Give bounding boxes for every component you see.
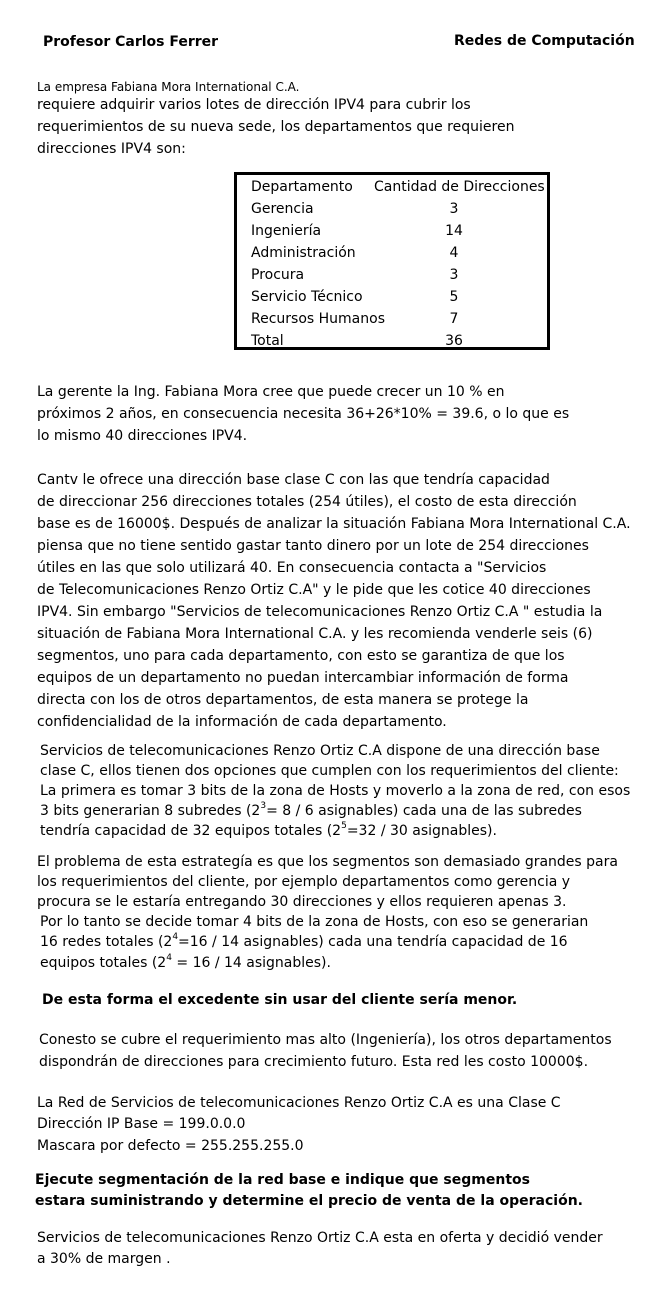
paragraph-line: Conesto se cubre el requerimiento mas alto (Ingeniería), los otros departamentos bbox=[39, 1032, 612, 1048]
table-cell-count: 5 bbox=[449, 289, 459, 305]
table-cell-count: 7 bbox=[449, 311, 459, 327]
exponent: 4 bbox=[172, 932, 179, 943]
paragraph-line: piensa que no tiene sentido gastar tanto dinero por un lote de 254 direcciones bbox=[37, 538, 589, 554]
paragraph-line: El problema de esta estrategía es que los segmentos son demasiado grandes para bbox=[37, 854, 618, 870]
table-row bbox=[237, 311, 547, 333]
paragraph-line bbox=[40, 803, 582, 819]
table-cell-count: 3 bbox=[449, 267, 459, 283]
department-table bbox=[234, 172, 550, 350]
intro-line: direcciones IPV4 son: bbox=[37, 141, 186, 157]
table-cell-count: 4 bbox=[449, 245, 459, 261]
table-row bbox=[237, 267, 547, 289]
paragraph-line: útiles en las que solo utilizará 40. En consecuencia contacta a "Servicios bbox=[37, 560, 547, 576]
paragraph-line: clase C, ellos tienen dos opciones que cumplen con los requerimientos del cliente: bbox=[40, 763, 619, 779]
text-segment: equipos totales (2 bbox=[40, 955, 167, 971]
paragraph-line: situación de Fabiana Mora International C.A. y les recomienda venderle seis (6) bbox=[37, 626, 593, 642]
table-cell-department: Total bbox=[251, 333, 284, 349]
paragraph-line bbox=[40, 934, 568, 950]
paragraph-line: de Telecomunicaciones Renzo Ortiz C.A" y le pide que les cotice 40 direcciones bbox=[37, 582, 591, 598]
conclusion-statement: De esta forma el excedente sin usar del cliente sería menor. bbox=[42, 992, 518, 1008]
table-row bbox=[237, 223, 547, 245]
network-class-line: La Red de Servicios de telecomunicaciones Renzo Ortiz C.A es una Clase C bbox=[37, 1095, 561, 1111]
paragraph-line: dispondrán de direcciones para crecimiento futuro. Esta red les costo 10000$. bbox=[39, 1054, 589, 1070]
default-mask-line: Mascara por defecto = 255.255.255.0 bbox=[37, 1138, 304, 1154]
text-segment: =32 / 30 asignables). bbox=[346, 823, 497, 839]
paragraph-line: a 30% de margen . bbox=[37, 1251, 171, 1267]
table-header-department: Departamento bbox=[251, 179, 353, 195]
paragraph-line: IPV4. Sin embargo "Servicios de telecomunicaciones Renzo Ortiz C.A " estudia la bbox=[37, 604, 603, 620]
paragraph-line: los requerimientos del cliente, por ejemplo departamentos como gerencia y bbox=[37, 874, 571, 890]
paragraph-line: próximos 2 años, en consecuencia necesita 36+26*10% = 39.6, o lo que es bbox=[37, 406, 570, 422]
text-segment: = 8 / 6 asignables) cada una de las subredes bbox=[266, 803, 582, 819]
table-header-count: Cantidad de Direcciones bbox=[374, 179, 545, 195]
table-cell-department: Ingeniería bbox=[251, 223, 322, 239]
text-segment: 16 redes totales (2 bbox=[40, 934, 173, 950]
course-name: Redes de Computación bbox=[454, 33, 635, 49]
table-cell-count: 36 bbox=[445, 333, 463, 349]
paragraph-line: segmentos, uno para cada departamento, con esto se garantiza de que los bbox=[37, 648, 565, 664]
table-total-row bbox=[237, 333, 547, 355]
paragraph-line: directa con los de otros departamentos, de esta manera se protege la bbox=[37, 692, 529, 708]
task-line: Ejecute segmentación de la red base e indique que segmentos bbox=[35, 1172, 530, 1188]
exponent: 3 bbox=[260, 801, 267, 812]
text-segment: =16 / 14 asignables) cada una tendría capacidad de 16 bbox=[178, 934, 568, 950]
professor-name: Profesor Carlos Ferrer bbox=[43, 34, 219, 50]
table-row bbox=[237, 289, 547, 311]
paragraph-line: base es de 16000$. Después de analizar la situación Fabiana Mora International C.A. bbox=[37, 516, 631, 532]
paragraph-line bbox=[40, 955, 331, 971]
table-cell-count: 3 bbox=[449, 201, 459, 217]
paragraph-line: equipos de un departamento no puedan intercambiar información de forma bbox=[37, 670, 569, 686]
table-row bbox=[237, 201, 547, 223]
paragraph-line: lo mismo 40 direcciones IPV4. bbox=[37, 428, 248, 444]
table-header-row bbox=[237, 179, 547, 201]
company-line: La empresa Fabiana Mora International C.A. bbox=[37, 80, 300, 94]
text-segment: = 16 / 14 asignables). bbox=[171, 955, 331, 971]
paragraph-line: Cantv le ofrece una dirección base clase C con las que tendría capacidad bbox=[37, 472, 550, 488]
exponent: 5 bbox=[341, 821, 347, 832]
text-segment: tendría capacidad de 32 equipos totales (2 bbox=[40, 823, 342, 839]
table-cell-department: Recursos Humanos bbox=[251, 311, 385, 327]
exponent: 4 bbox=[166, 953, 172, 964]
intro-line: requiere adquirir varios lotes de dirección IPV4 para cubrir los bbox=[37, 97, 471, 113]
table-cell-department: Administración bbox=[251, 245, 356, 261]
table-cell-department: Procura bbox=[251, 267, 305, 283]
paragraph-line: procura se le estaría entregando 30 direcciones y ellos requieren apenas 3. bbox=[37, 894, 567, 910]
task-line: estara suministrando y determine el precio de venta de la operación. bbox=[35, 1193, 584, 1209]
paragraph-line: confidencialidad de la información de cada departamento. bbox=[37, 714, 447, 730]
paragraph-line: La primera es tomar 3 bits de la zona de Hosts y moverlo a la zona de red, con esos bbox=[40, 783, 631, 799]
paragraph-line: La gerente la Ing. Fabiana Mora cree que puede crecer un 10 % en bbox=[37, 384, 505, 400]
paragraph-line: Por lo tanto se decide tomar 4 bits de la zona de Hosts, con eso se generarian bbox=[40, 914, 589, 930]
text-segment: 3 bits generarian 8 subredes (2 bbox=[40, 803, 261, 819]
intro-line: requerimientos de su nueva sede, los departamentos que requieren bbox=[37, 119, 515, 135]
paragraph-line: Servicios de telecomunicaciones Renzo Ortiz C.A esta en oferta y decidió vender bbox=[37, 1230, 603, 1246]
paragraph-line: de direccionar 256 direcciones totales (254 útiles), el costo de esta dirección bbox=[37, 494, 577, 510]
paragraph-line: Servicios de telecomunicaciones Renzo Ortiz C.A dispone de una dirección base bbox=[40, 743, 600, 759]
table-cell-count: 14 bbox=[445, 223, 463, 239]
paragraph-line bbox=[40, 823, 497, 839]
table-cell-department: Gerencia bbox=[251, 201, 314, 217]
table-row bbox=[237, 245, 547, 267]
table-cell-department: Servicio Técnico bbox=[251, 289, 363, 305]
base-ip-line: Dirección IP Base = 199.0.0.0 bbox=[37, 1116, 246, 1132]
